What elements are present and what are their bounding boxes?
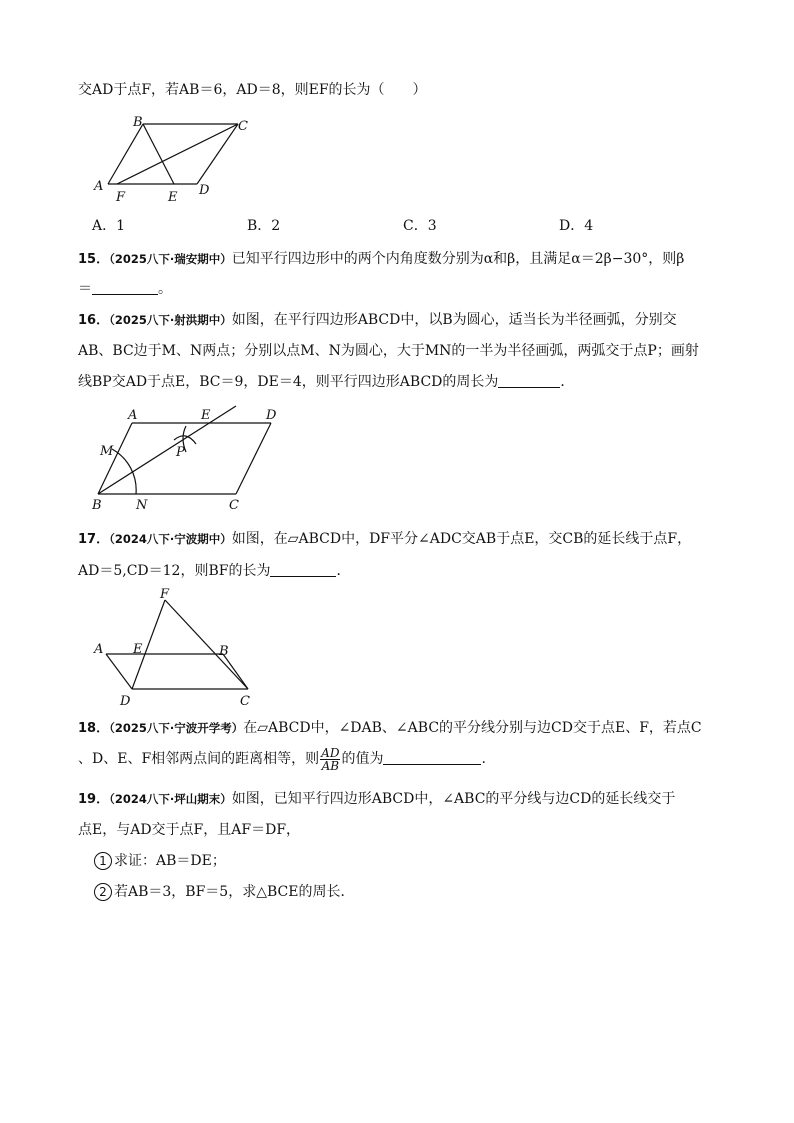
q16-figure (88, 402, 288, 517)
q16-label-C: C (229, 498, 239, 513)
q17-text-end: ． (336, 563, 351, 579)
q17-text-2: AD＝5,CD＝12，则BF的长为 (78, 563, 271, 579)
q15-answer-blank[interactable] (92, 280, 158, 295)
q19-source: （2024八下·坪山期末） (109, 792, 232, 806)
q14-option-a[interactable]: A．1 (92, 218, 126, 234)
q16-source: （2025八下·射洪期中） (109, 313, 232, 327)
q18-text-end: . (481, 751, 486, 767)
q15-text-1: 已知平行四边形中的两个内角度数分别为α和β，且满足α＝2β−30°，则β (231, 251, 685, 267)
q17-label-A: A (94, 642, 104, 657)
q18-answer-blank[interactable] (383, 750, 481, 765)
q18-text-1: 在▱ABCD中，∠DAB、∠ABC的平分线分别与边CD交于点E、F，若点C (243, 720, 702, 736)
q19-number: 19． (78, 792, 110, 807)
q18-line-2 (78, 744, 486, 774)
q14-option-d[interactable]: D．4 (559, 218, 594, 234)
q18-source: （2025八下·宁波开学考） (109, 721, 244, 735)
q17-source: （2024八下·宁波期中） (109, 532, 232, 546)
q16-line-1 (78, 310, 677, 331)
q14-option-b[interactable]: B．2 (247, 218, 281, 234)
q18-line-1 (78, 718, 702, 739)
q17-text-1: 如图，在▱ABCD中，DF平分∠ADC交AB于点E，交CB的延长线于点F， (231, 531, 692, 547)
q19-line-1 (78, 789, 675, 810)
q16-label-E: E (201, 408, 211, 423)
q16-label-M: M (100, 444, 114, 459)
q18-fraction (320, 747, 340, 772)
q19-line-2: 点E，与AD交于点F，且AF＝DF， (78, 822, 301, 838)
q19-text-1: 如图，已知平行四边形ABCD中，∠ABC的平分线与边CD的延长线交于 (231, 791, 676, 807)
q16-line-3 (78, 372, 574, 392)
q16-label-B: B (92, 498, 102, 513)
q15-text-end: 。 (158, 281, 172, 297)
q15-source: （2025八下·瑞安期中） (109, 252, 232, 266)
q16-number: 16． (78, 313, 110, 328)
q19-sub2-number: 2 (94, 883, 112, 901)
q18-number: 18． (78, 721, 110, 736)
q14-figure (88, 110, 258, 205)
q19-subquestion-1 (94, 851, 226, 871)
q14-label-D: D (199, 183, 210, 198)
q16-text-end: ． (560, 374, 575, 390)
q17-line-1 (78, 529, 691, 550)
q18-fraction-denominator: AB (321, 758, 340, 773)
q14-label-A: A (94, 179, 104, 194)
q14-text-line: 交AD于点F，若AB＝6，AD＝8，则EF的长为（ ） (78, 82, 427, 98)
q14-option-c[interactable]: C．3 (403, 218, 437, 234)
q14-label-B: B (133, 115, 143, 130)
q15-line-1 (78, 249, 684, 270)
q16-text-3: 线BP交AD于点E，BC＝9，DE＝4，则平行四边形ABCD的周长为 (78, 374, 499, 390)
q14-label-E: E (168, 190, 178, 205)
q19-sub2-text: 若AB＝3，BF＝5，求△BCE的周长． (114, 884, 355, 900)
q18-fraction-numerator: AD (321, 745, 340, 760)
q17-line-2 (78, 561, 350, 581)
q16-label-P: P (176, 445, 185, 460)
q18-text-2a: 、D、E、F相邻两点间的距离相等，则 (78, 751, 320, 767)
q15-number: 15． (78, 252, 110, 267)
q17-label-C: C (240, 694, 250, 708)
q19-sub1-text: 求证：AB＝DE； (114, 853, 226, 869)
q14-label-F: F (116, 190, 126, 205)
q15-line-2 (78, 279, 172, 299)
q14-options (78, 216, 718, 236)
q16-label-N: N (136, 498, 148, 513)
q16-label-D: D (266, 408, 277, 423)
q19-subquestion-2 (94, 882, 354, 902)
q16-text-1: 如图，在平行四边形ABCD中，以B为圆心，适当长为半径画弧，分别交 (231, 312, 677, 328)
q17-label-B: B (219, 644, 229, 659)
q17-number: 17． (78, 532, 110, 547)
q17-figure (88, 583, 268, 708)
q14-label-C: C (238, 119, 248, 134)
q15-text-2: ＝ (78, 281, 92, 297)
q16-answer-blank[interactable] (498, 373, 560, 388)
q17-label-E: E (133, 642, 143, 657)
q16-line-2: AB、BC边于M、N两点；分别以点M、N为圆心，大于MN的一半为半径画弧，两弧交于点P；画射 (78, 343, 699, 359)
q17-label-D: D (120, 694, 131, 708)
q16-label-A: A (128, 408, 138, 423)
q17-answer-blank[interactable] (270, 562, 336, 577)
q17-label-F: F (160, 587, 170, 602)
q18-text-2b: 的值为 (341, 751, 384, 767)
q19-sub1-number: 1 (94, 852, 112, 870)
